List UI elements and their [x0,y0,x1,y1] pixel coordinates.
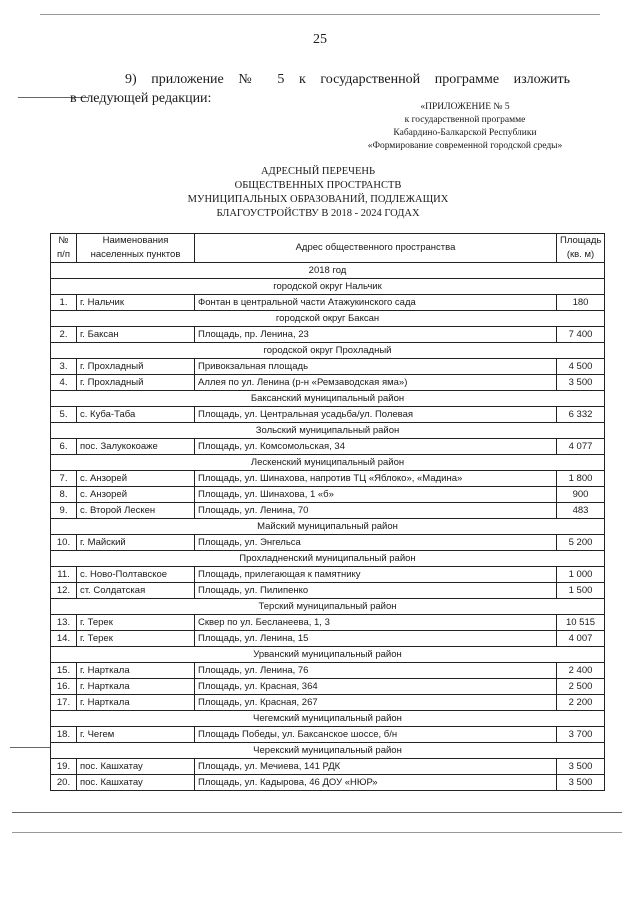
row-number: 19. [51,759,77,775]
row-number: 17. [51,695,77,711]
row-place: с. Второй Лескен [77,503,195,519]
row-address: Площадь, ул. Кадырова, 46 ДОУ «НЮР» [195,775,557,791]
row-number: 15. [51,663,77,679]
district-name: Баксанский муниципальный район [51,391,605,407]
table-body [51,263,605,791]
row-address: Площадь, ул. Ленина, 70 [195,503,557,519]
row-address: Площадь, ул. Энгельса [195,535,557,551]
row-number: 7. [51,471,77,487]
district-name: Чегемский муниципальный район [51,711,605,727]
district-row [51,551,605,567]
table-row [51,679,605,695]
row-number: 3. [51,359,77,375]
district-row [51,423,605,439]
district-row [51,455,605,471]
title-line-3: МУНИЦИПАЛЬНЫХ ОБРАЗОВАНИЙ, ПОДЛЕЖАЩИХ [187,194,449,205]
row-place: с. Ново-Полтавское [77,567,195,583]
table-row [51,535,605,551]
row-address: Аллея по ул. Ленина (р-н «Ремзаводская яма») [195,375,557,391]
row-place: пос. Залукокоаже [77,439,195,455]
table-row [51,727,605,743]
page-number: 25 [313,32,327,47]
row-address: Площадь, ул. Ленина, 15 [195,631,557,647]
row-area: 900 [557,487,605,503]
table-row [51,775,605,791]
row-area: 1 500 [557,583,605,599]
row-area: 5 200 [557,535,605,551]
intro-line-2: в следующей редакции: [70,91,212,106]
row-place: г. Терек [77,631,195,647]
row-place: ст. Солдатская [77,583,195,599]
row-place: г. Баксан [77,327,195,343]
row-area: 4 077 [557,439,605,455]
table-row [51,583,605,599]
scan-line-top [40,14,600,15]
row-area: 3 500 [557,759,605,775]
row-place: с. Анзорей [77,471,195,487]
row-address: Площадь, ул. Шинахова, напротив ТЦ «Яблоко», «Мадина» [195,471,557,487]
table-row [51,407,605,423]
row-address: Площадь, ул. Комсомольская, 34 [195,439,557,455]
row-area: 483 [557,503,605,519]
district-name: Терский муниципальный район [51,599,605,615]
row-number: 16. [51,679,77,695]
row-address: Сквер по ул. Бесланеева, 1, 3 [195,615,557,631]
district-name: Майский муниципальный район [51,519,605,535]
row-address: Площадь Победы, ул. Баксанское шоссе, б/н [195,727,557,743]
row-address: Площадь, прилегающая к памятнику [195,567,557,583]
title-line-1: АДРЕСНЫЙ ПЕРЕЧЕНЬ [260,166,376,177]
row-place: г. Прохладный [77,359,195,375]
row-area: 2 400 [557,663,605,679]
year-row [51,263,605,279]
appendix-line-3: Кабардино-Балкарской Республики [393,128,537,138]
table-row [51,295,605,311]
appendix-line-4: «Формирование современной городской среды» [367,141,563,151]
row-area: 3 500 [557,375,605,391]
table-row [51,359,605,375]
row-number: 18. [51,727,77,743]
table-row [51,503,605,519]
table-header-row [51,234,605,263]
row-area: 1 000 [557,567,605,583]
scan-line-mid [10,747,50,748]
row-place: г. Майский [77,535,195,551]
row-place: г. Терек [77,615,195,631]
row-place: г. Нарткала [77,663,195,679]
title-line-4: БЛАГОУСТРОЙСТВУ В 2018 - 2024 ГОДАХ [216,208,420,219]
row-address: Площадь, ул. Красная, 364 [195,679,557,695]
table-row [51,759,605,775]
row-number: 2. [51,327,77,343]
row-area: 3 700 [557,727,605,743]
district-row [51,519,605,535]
row-area: 10 515 [557,615,605,631]
district-name: Черекский муниципальный район [51,743,605,759]
district-row [51,311,605,327]
header-address: Адрес общественного пространства [195,234,557,263]
scan-line-bottom [12,812,622,813]
header-place: Наименования населенных пунктов [77,234,195,263]
row-number: 9. [51,503,77,519]
header-number: № п/п [51,234,77,263]
row-area: 180 [557,295,605,311]
district-name: городской округ Нальчик [51,279,605,295]
row-number: 8. [51,487,77,503]
row-number: 5. [51,407,77,423]
year-label: 2018 год [51,263,605,279]
row-place: г. Прохладный [77,375,195,391]
district-name: Урванский муниципальный район [51,647,605,663]
row-place: г. Нарткала [77,695,195,711]
row-place: г. Нальчик [77,295,195,311]
row-area: 2 500 [557,679,605,695]
row-area: 2 200 [557,695,605,711]
row-place: г. Чегем [77,727,195,743]
district-row [51,279,605,295]
table-row [51,615,605,631]
row-area: 4 007 [557,631,605,647]
table-row [51,375,605,391]
table-row [51,663,605,679]
row-number: 20. [51,775,77,791]
row-place: с. Анзорей [77,487,195,503]
row-address: Площадь, пр. Ленина, 23 [195,327,557,343]
table-row [51,695,605,711]
row-address: Площадь, ул. Шинахова, 1 «б» [195,487,557,503]
header-area: Площадь (кв. м) [557,234,605,263]
row-number: 13. [51,615,77,631]
row-number: 12. [51,583,77,599]
row-place: с. Куба-Таба [77,407,195,423]
table-row [51,327,605,343]
table-row [51,567,605,583]
document-title [150,165,486,221]
row-number: 11. [51,567,77,583]
district-row [51,391,605,407]
district-row [51,647,605,663]
intro-line-1: 9) приложение № 5 к государственной программе изложить [125,72,570,87]
row-area: 4 500 [557,359,605,375]
row-address: Площадь, ул. Ленина, 76 [195,663,557,679]
row-number: 1. [51,295,77,311]
row-place: пос. Кашхатау [77,775,195,791]
row-number: 4. [51,375,77,391]
title-line-2: ОБЩЕСТВЕННЫХ ПРОСТРАНСТВ [234,180,402,191]
row-place: г. Нарткала [77,679,195,695]
district-name: городской округ Баксан [51,311,605,327]
row-address: Фонтан в центральной части Атажукинского сада [195,295,557,311]
row-address: Площадь, ул. Центральная усадьба/ул. Полевая [195,407,557,423]
row-number: 14. [51,631,77,647]
district-name: Зольский муниципальный район [51,423,605,439]
district-name: Лескенский муниципальный район [51,455,605,471]
district-name: Прохладненский муниципальный район [51,551,605,567]
district-row [51,599,605,615]
table-row [51,631,605,647]
row-area: 1 800 [557,471,605,487]
table-row [51,439,605,455]
address-table [50,233,605,791]
row-address: Привокзальная площадь [195,359,557,375]
row-number: 10. [51,535,77,551]
row-number: 6. [51,439,77,455]
row-address: Площадь, ул. Пилипенко [195,583,557,599]
row-address: Площадь, ул. Мечиева, 141 РДК [195,759,557,775]
scan-line-bottom-2 [12,832,622,833]
row-place: пос. Кашхатау [77,759,195,775]
district-name: городской округ Прохладный [51,343,605,359]
row-area: 6 332 [557,407,605,423]
appendix-line-2: к государственной программе [404,115,526,125]
district-row [51,343,605,359]
district-row [51,743,605,759]
row-area: 3 500 [557,775,605,791]
table-row [51,471,605,487]
row-address: Площадь, ул. Красная, 267 [195,695,557,711]
district-row [51,711,605,727]
table-row [51,487,605,503]
appendix-line-1: «ПРИЛОЖЕНИЕ № 5 [420,102,510,112]
row-area: 7 400 [557,327,605,343]
appendix-heading [330,101,600,153]
